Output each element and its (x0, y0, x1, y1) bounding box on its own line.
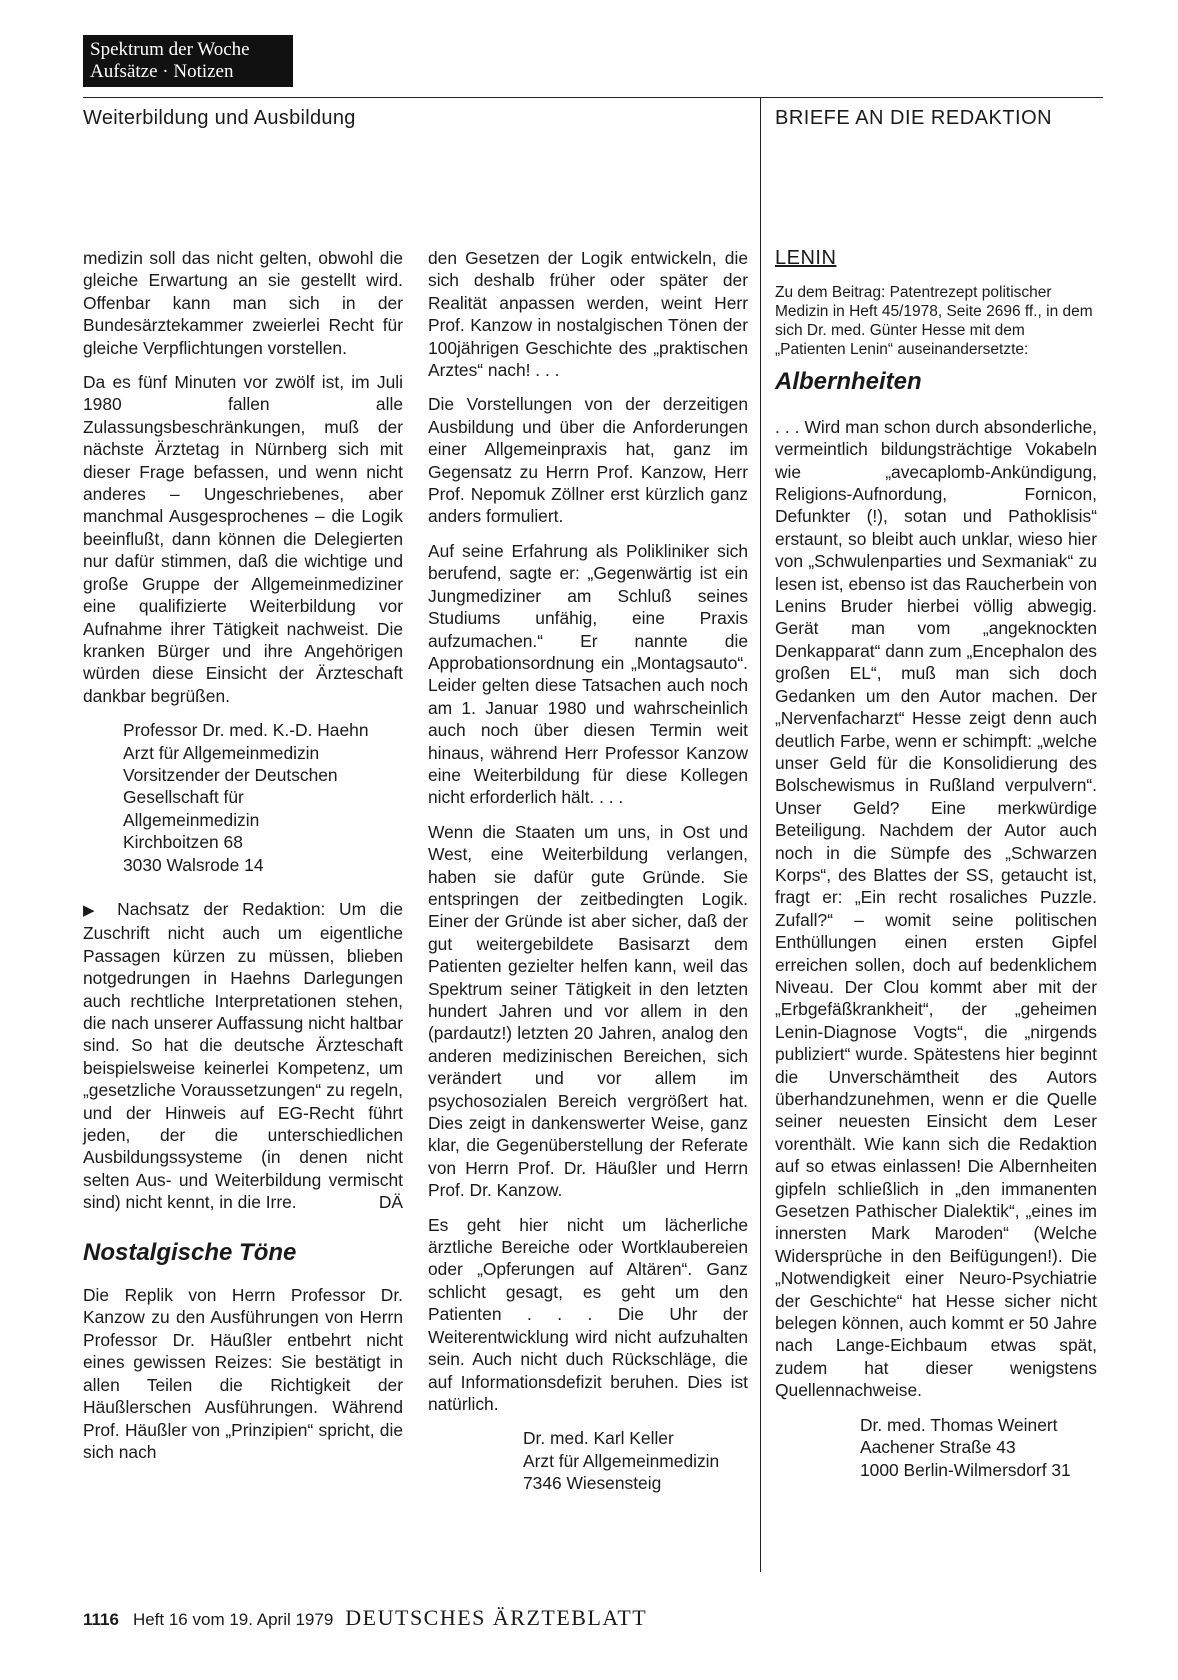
letter-intro: Zu dem Beitrag: Patentrezept politischer Medizin in Heft 45/1978, Seite 2696 ff., in dem sich Dr. med. Günter Hesse mit dem „Patienten Lenin“ auseinandersetzte: (775, 284, 1093, 359)
editor-note: ▶ Nachsatz der Redaktion: Um die Zuschrift nicht auch um eigentliche Passagen kürzen zu müssen, blieben notgedrungen in Haehns Darlegungen auch rechtliche Interpretationen stehen, die nach unserer Auffassung nicht haltbar sind. So hat die deutsche Ärzteschaft beispielsweise keinerlei Kompetenz, um „gesetzliche Voraussetzungen“ zu regeln, und der Hinweis auf EG-Recht führt jeden, der die unterschiedlichen Ausbildungssysteme (in denen nicht selten Aus- und Weiterbildung vermischt sind) nicht kennt, in die Irre. DÄ (83, 898, 403, 1213)
paragraph: Wenn die Staaten um uns, in Ost und West, eine Weiterbildung verlangen, haben sie dafür gute Gründe. Sie entspringen der zeitbedingten Logik. Einer der Gründe ist aber sicher, daß der gut weitergebildete Basisarzt dem Patienten gezielter helfen kann, weil das Spektrum seiner Tätigkeit in den letzten hundert Jahren und vor allem in den (pardautz!) letzten 20 Jahren, analog den anderen medizinischen Bereichen, sich verändert und vor allem im psychosozialen Bereich vergrößert hat. Dies zeigt in dankenswerter Weise, ganz klar, die Gegenüberstellung der Referate von Herrn Prof. Dr. Häußler und Herrn Prof. Dr. Kanzow. (428, 821, 748, 1201)
page-number: 1116 (83, 1610, 119, 1629)
section-title-right: BRIEFE AN DIE REDAKTION (775, 107, 1053, 129)
editor-sign: DÄ (378, 1192, 403, 1213)
paragraph: Es geht hier nicht um lächerliche ärztliche Bereiche oder Wortklaubereien oder „Opferungen auf Altären“. Ganz schlicht gesagt, es geht um den Patienten . . . Die Uhr der Weiterentwicklung wird nicht aufzuhalten sein. Auch nicht duch Rückschläge, die auf Informationsdefizit beruhen. Dies ist natürlich. (428, 1214, 748, 1414)
column-3 (775, 247, 1097, 1503)
paragraph: medizin soll das nicht gelten, obwohl die gleiche Erwartung an sie gestellt wird. Offenbar kann man sich in der Bundesärztekammer zweierlei Recht für gleiche Verpflichtungen vorstellen. (83, 248, 403, 358)
section-tag (83, 35, 293, 87)
page-footer (83, 1605, 647, 1631)
paragraph: Da es fünf Minuten vor zwölf ist, im Juli 1980 fallen alle Zulassungsbeschränkungen, muß der nächste Ärztetag in Nürnberg sich mit dieser Frage befassen, und wenn nicht anderes – Ungeschriebenes, aber manchmal Ausgesprochenes – die Logik beeinflußt, dann können die Delegierten nur dafür stimmen, daß die wichtige und große Gruppe der Allgemeinmediziner eine qualifizierte Weiterbildung vor Aufnahme ihrer Tätigkeit nachweist. Die kranken Bürger und ihre Angehörigen würden diese Einsicht der Ärzteschaft dankbar begrüßen. (83, 372, 403, 706)
topic-label: LENIN (775, 247, 837, 269)
section-title-left: Weiterbildung und Ausbildung (83, 107, 356, 129)
signature-weinert: Dr. med. Thomas Weinert Aachener Straße 43 1000 Berlin-Wilmersdorf 31 (860, 1414, 1071, 1480)
tag-line-1: Spektrum der Woche (90, 39, 250, 60)
paragraph: den Gesetzen der Logik entwickeln, die sich deshalb früher oder später der Realität anpassen werden, weint Herr Prof. Kanzow in nostalgischen Tönen der 100jährigen Geschichte des „praktischen Arztes“ nach! . . . (428, 248, 748, 381)
issue-info: Heft 16 vom 19. April 1979 (132, 1610, 334, 1629)
letter-heading: Albernheiten (775, 368, 922, 396)
column-divider (760, 97, 761, 1572)
paragraph: Die Vorstellungen von der derzeitigen Ausbildung und über die Anforderungen einer Allgemeinpraxis hat, ganz im Gegensatz zu Herrn Prof. Kanzow, Herr Prof. Nepomuk Zöllner erst kürzlich ganz anders formuliert. (428, 394, 748, 527)
signature-keller: Dr. med. Karl Keller Arzt für Allgemeinmedizin 7346 Wiesensteig (523, 1428, 720, 1494)
triangle-icon: ▶ (83, 901, 104, 919)
paragraph: Auf seine Erfahrung als Polikliniker sich berufend, sagte er: „Gegenwärtig ist ein Jungmediziner am Schluß seines Studiums unfähig, eine Praxis aufzumachen.“ Er nannte die Approbationsordnung ein „Montagsauto“. Leider gelten diese Tatsachen auch noch am 1. Januar 1980 und wahrscheinlich auch noch über diesen Termin weit hinaus, während Herr Professor Kanzow eine Weiterbildung für diese Kollegen nicht erforderlich hält. . . . (428, 540, 748, 808)
column-2 (428, 247, 748, 1517)
paragraph: . . . Wird man schon durch absonderliche, vermeintlich bildungsträchtige Vokabeln wie „avecaplomb-Ankündigung, Religions-Aufnordung, Fornicon, Defunkter (!), sotan und Pathoklisis“ erstaunt, so bleibt auch unklar, wieso hier von „Schwulenparties und Sexmaniak“ zu lesen ist, ebenso ist das Raucherbein von Lenins Bruder hierbei völlig abwegig. Gerät man vom „angeknockten Denkapparat“ dann zum „Encephalon des großen EL“, muß man sich doch Gedanken um den Autor machen. Der „Nervenfacharzt“ Hesse zeigt denn auch deutlich Farbe, wenn er schimpft: „welche unser Geld für die Konsolidierung des Bolschewismus in Rußland verpulvern“. Unser Geld? Eine merkwürdige Beteiligung. Nachdem der Autor auch noch in die Sümpfe des „Schwarzen Korps“, des Blattes der SS, getaucht ist, fragt er: „Ein recht rosaliches Puzzle. Zufall?“ – womit seine politischen Enthüllungen einen ersten Gipfel erreichen sollen, doch auf bedenklichem Niveau. Der Clou kommt aber mit der „Erbgefäßkrankheit“, der „geheimen Lenin-Diagnose Vogts“, die „nirgends publiziert“ wurde. Spätestens hier beginnt die Unverschämtheit des Autors überhandzunehmen, wenn er die Quelle seiner neuesten Einsicht dem Leser vorenthält. Wie kann sich die Redaktion auf so etwas einlassen! Die Albernheiten gipfeln schließlich in „den immanenten Gesetzen Pathischer Dialektik“, „eines im innersten Mark Maroden“ (Welche Widersprüche in den Beifügungen!). Die „Notwendigkeit einer Neuro-Psychiatrie der Geschichte“ hat Hesse sicher nicht belegen können, auch kommt er 50 Jahre nach Lange-Eichbaum etwas spät, zudem hat dieser wenigstens Quellennachweise. (775, 416, 1097, 1401)
paragraph: Die Replik von Herrn Professor Dr. Kanzow zu den Ausführungen von Herrn Professor Dr. Häußler entbehrt nicht eines gewissen Reizes: Sie bestätigt in allen Teilen die Richtigkeit der Häußlerschen Ausführungen. Während Prof. Häußler von „Prinzipien“ spricht, die sich nach (83, 1285, 403, 1462)
column-1 (83, 247, 403, 1475)
journal-name: DEUTSCHES ÄRZTEBLATT (345, 1605, 648, 1630)
article-heading: Nostalgische Töne (83, 1238, 297, 1266)
signature-haehn: Professor Dr. med. K.-D. Haehn Arzt für Allgemeinmedizin Vorsitzender der Deutschen Gesellschaft für Allgemeinmedizin Kirchboitzen 68 3030 Walsrode 14 (123, 720, 369, 875)
tag-line-2: Aufsätze · Notizen (90, 61, 234, 82)
header-rule (83, 97, 1103, 98)
